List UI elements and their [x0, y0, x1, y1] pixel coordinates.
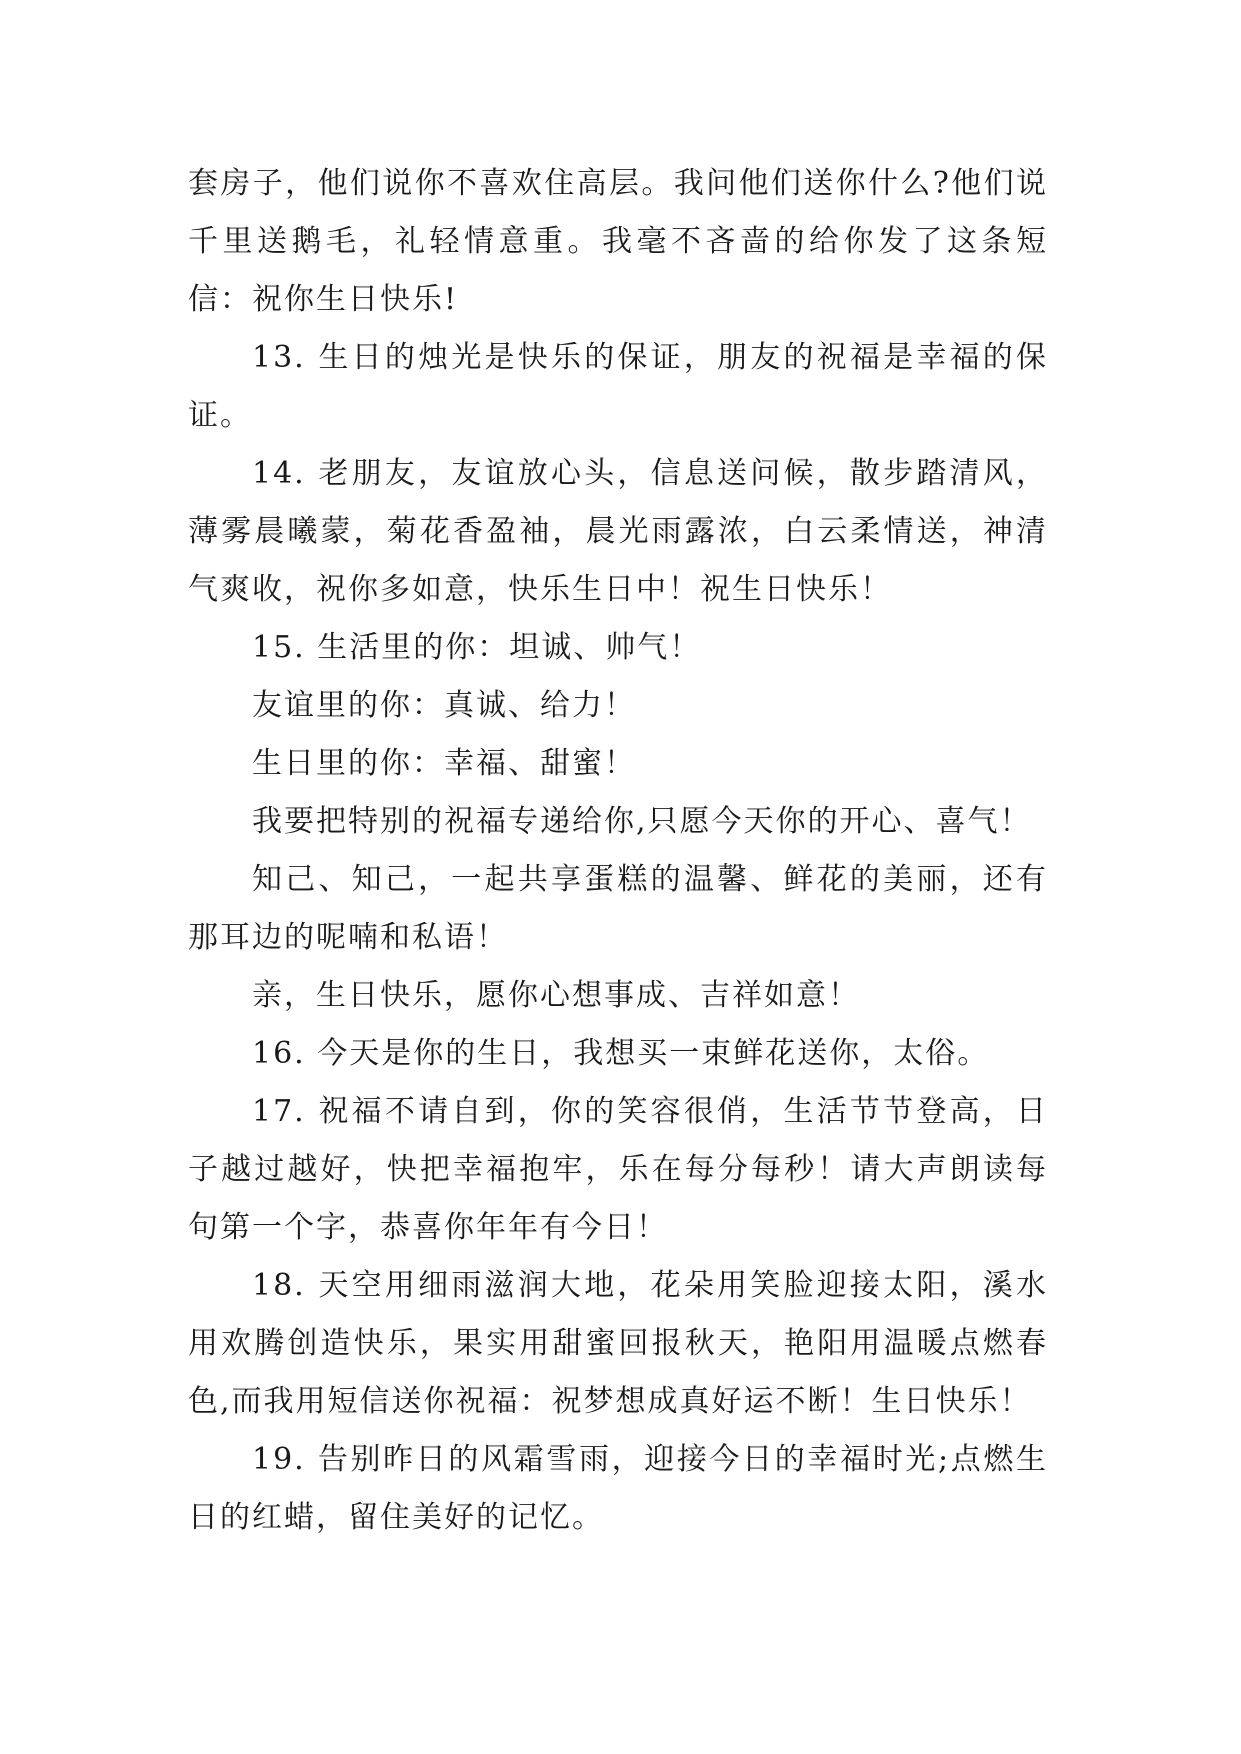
paragraph-15-line-3: 生日里的你：幸福、甜蜜！ — [252, 746, 636, 781]
paragraph-15: 15. 生活里的你：坦诚、帅气！ — [252, 630, 702, 665]
paragraph-17: 17. 祝福不请自到，你的笑容很俏，生活节节登高，日子越过越好，快把幸福抱牢，乐在每分每秒！请大声朗读每句第一个字，恭喜你年年有今日！ — [188, 1094, 1048, 1245]
paragraph-15-line-6: 亲，生日快乐，愿你心想事成、吉祥如意！ — [252, 978, 860, 1013]
paragraph-15-line-2: 友谊里的你：真诚、给力！ — [252, 688, 636, 723]
document-body — [188, 155, 1048, 1547]
paragraph-13: 13. 生日的烛光是快乐的保证，朋友的祝福是幸福的保证。 — [188, 340, 1048, 433]
paragraph-14: 14. 老朋友，友谊放心头，信息送问候，散步踏清风，薄雾晨曦蒙，菊花香盈袖，晨光雨露浓，白云柔情送，神清气爽收，祝你多如意，快乐生日中！祝生日快乐！ — [188, 456, 1048, 607]
paragraph-continuation: 套房子，他们说你不喜欢住高层。我问他们送你什么?他们说千里送鹅毛，礼轻情意重。我毫不吝啬的给你发了这条短信：祝你生日快乐! — [188, 166, 1048, 317]
paragraph-18: 18. 天空用细雨滋润大地，花朵用笑脸迎接太阳，溪水用欢腾创造快乐，果实用甜蜜回报秋天，艳阳用温暖点燃春色,而我用短信送你祝福：祝梦想成真好运不断！生日快乐！ — [188, 1268, 1048, 1419]
paragraph-19: 19. 告别昨日的风霜雪雨，迎接今日的幸福时光;点燃生日的红蜡，留住美好的记忆。 — [188, 1442, 1048, 1535]
paragraph-16: 16. 今天是你的生日，我想买一束鲜花送你，太俗。 — [252, 1036, 990, 1071]
paragraph-15-line-4: 我要把特别的祝福专递给你,只愿今天你的开心、喜气！ — [252, 804, 1032, 839]
paragraph-15-line-5: 知己、知己，一起共享蛋糕的温馨、鲜花的美丽，还有那耳边的呢喃和私语！ — [188, 862, 1048, 955]
